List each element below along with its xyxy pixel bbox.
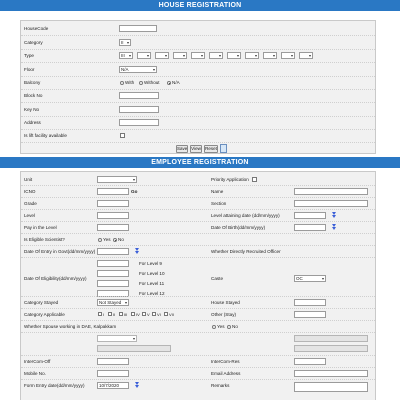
row-housecode (21, 24, 377, 34)
direct-recruit-label: Whether Directly Recruited Officer (211, 249, 281, 254)
unit-select[interactable] (97, 176, 137, 183)
row-category-applicable (21, 310, 377, 320)
pay-level-label: Pay in the Level (24, 225, 57, 230)
row-date-elig (21, 259, 377, 301)
date-elig-label: Date Of Eligibility(dd/mm/yyyy) (24, 276, 87, 281)
go-button[interactable]: Go (131, 189, 138, 194)
doe-govt-input[interactable] (97, 248, 129, 255)
type-select-7[interactable] (227, 52, 241, 59)
lift-checkbox[interactable] (120, 133, 125, 138)
type-select-8[interactable] (245, 52, 259, 59)
for-level-11-label: For Level 11 (139, 281, 165, 286)
doe-govt-label: Date Of Entry in Govt(dd/mm/yyyy) (24, 249, 96, 254)
spouse-yes-radio[interactable] (212, 325, 216, 329)
level-input[interactable] (97, 212, 129, 219)
level-label: Level (24, 213, 35, 218)
dob-label: Date Of Birth(dd/mm/yyyy) (211, 225, 266, 230)
row-balcony (21, 78, 377, 88)
row-block-no (21, 91, 377, 101)
elig-level-10-input[interactable] (97, 270, 129, 277)
balcony-without-label: Without (144, 80, 160, 85)
category-stayed-select[interactable]: Not Stayed (97, 299, 129, 306)
intercom-off-input[interactable] (97, 358, 129, 365)
elig-level-9-input[interactable] (97, 260, 129, 267)
for-level-9-label: For Level 9 (139, 261, 162, 266)
remarks-input[interactable] (294, 382, 368, 392)
intercom-res-input[interactable] (294, 358, 326, 365)
block-no-label: Block No (24, 93, 43, 98)
row-category (21, 38, 377, 48)
cat-v-checkbox[interactable] (142, 312, 146, 316)
priority-checkbox[interactable] (252, 177, 257, 182)
section-label: Section (211, 201, 227, 206)
cat-iv-label: IV (136, 312, 140, 317)
balcony-with-radio[interactable] (120, 81, 124, 85)
doe-govt-calendar-icon[interactable] (134, 248, 140, 254)
icno-label: ICNO (24, 189, 36, 194)
type-select-11[interactable] (299, 52, 313, 59)
intercom-res-label: InterCom-Res (211, 359, 240, 364)
grade-label: Grade (24, 201, 37, 206)
row-category-stayed (21, 298, 377, 308)
row-pay-level (21, 223, 377, 233)
spouse-no-label: No (232, 324, 238, 329)
caste-select[interactable]: OC (294, 275, 326, 282)
row-intercom (21, 357, 377, 367)
employee-registration-panel (20, 171, 376, 400)
email-input[interactable] (294, 370, 368, 377)
row-type (21, 51, 377, 61)
remarks-label: Remarks (211, 383, 230, 388)
cat-i-label: I (103, 312, 105, 317)
row-floor (21, 65, 377, 75)
type-select[interactable]: III (119, 52, 133, 59)
eligible-no-radio[interactable] (113, 238, 117, 242)
dob-input[interactable] (294, 224, 326, 231)
type-select-4[interactable] (173, 52, 187, 59)
email-label: Email Address (211, 371, 241, 376)
row-doe-govt (21, 247, 377, 257)
house-registration-banner: HOUSE REGISTRATION (0, 0, 400, 11)
cat-vi-label: VI (157, 312, 161, 317)
row-icno (21, 187, 377, 197)
cat-iv-checkbox[interactable] (131, 312, 135, 316)
mobile-label: Mobile No. (24, 371, 46, 376)
row-lift (21, 131, 377, 141)
lift-label: Is lift facility available (24, 133, 67, 138)
for-level-12-label: For Level 12 (139, 291, 165, 296)
view-button[interactable]: View (191, 146, 201, 151)
floor-label: Floor (24, 67, 35, 72)
eligible-yes-label: Yes (103, 237, 111, 242)
eligible-sci-label: Is Eligible Scientist? (24, 237, 65, 242)
unit-label: Unit (24, 177, 33, 182)
spouse-no-radio[interactable] (227, 325, 231, 329)
balcony-without-radio[interactable] (139, 81, 143, 85)
type-select-10[interactable] (281, 52, 295, 59)
reset-button[interactable]: Reset (205, 146, 217, 151)
level-attain-label: Level attaining date (dd/mm/yyyy) (211, 213, 280, 218)
type-label: Type (24, 53, 34, 58)
balcony-with-label: With (125, 80, 135, 85)
cat-i-checkbox[interactable] (98, 312, 105, 317)
cat-vi-checkbox[interactable] (152, 312, 156, 316)
cat-ii-label: II (113, 312, 116, 317)
row-level (21, 211, 377, 221)
housecode-label: HouseCode (24, 26, 49, 31)
row-key-no (21, 105, 377, 115)
spouse-yes-label: Yes (217, 324, 225, 329)
address-input[interactable] (119, 119, 159, 126)
eligible-no-label: No (118, 237, 124, 242)
category-select[interactable]: II (119, 39, 131, 46)
row-spouse-detail-2 (21, 344, 377, 354)
address-label: Address (24, 120, 41, 125)
cat-iii-label: III (124, 312, 128, 317)
key-no-input[interactable] (119, 106, 159, 113)
spouse-section-input[interactable] (294, 345, 368, 352)
for-level-10-label: For Level 10 (139, 271, 165, 276)
employee-registration-banner: EMPLOYEE REGISTRATION (0, 157, 400, 168)
floor-select[interactable]: N/A (119, 66, 157, 73)
dob-calendar-icon[interactable] (331, 224, 337, 230)
category-label: Category (24, 40, 43, 45)
icno-input[interactable] (97, 188, 129, 195)
name-label: Name (211, 189, 224, 194)
type-select-3[interactable] (155, 52, 169, 59)
priority-label: Priority Application (211, 177, 249, 182)
intercom-off-label: InterCom-Off (24, 359, 51, 364)
cat-vii-label: VII (169, 312, 174, 317)
house-registration-panel (20, 20, 376, 154)
row-eligible-sci (21, 235, 377, 245)
category-applicable-label: Category Applicable (24, 312, 65, 317)
balcony-na-label: N/A (172, 80, 180, 85)
type-select-9[interactable] (263, 52, 277, 59)
type-select-5[interactable] (191, 52, 205, 59)
form-entry-calendar-icon[interactable] (134, 382, 140, 388)
name-input[interactable] (294, 188, 368, 195)
row-spouse-detail-1 (21, 334, 377, 344)
cat-ii-checkbox[interactable] (108, 312, 112, 316)
eligible-yes-radio[interactable] (98, 238, 102, 242)
form-entry-label: Form Entry date(dd/mm/yyyy) (24, 383, 85, 388)
other-stay-input[interactable] (294, 311, 326, 318)
type-select-6[interactable] (209, 52, 223, 59)
save-button[interactable]: Save (177, 146, 188, 151)
grade-input[interactable] (97, 200, 129, 207)
cat-vii-checkbox[interactable] (164, 312, 168, 316)
row-address (21, 118, 377, 128)
spouse-unit-select[interactable] (97, 335, 137, 342)
block-no-input[interactable] (119, 92, 159, 99)
row-unit (21, 175, 377, 185)
level-attain-input[interactable] (294, 212, 326, 219)
balcony-label: Balcony (24, 80, 41, 85)
spouse-name-input[interactable] (294, 335, 368, 342)
type-select-2[interactable] (137, 52, 151, 59)
form-entry-input[interactable]: 10/7/2020 (97, 382, 129, 389)
key-no-label: Key No (24, 107, 40, 112)
row-mobile (21, 369, 377, 379)
cat-iii-checkbox[interactable] (119, 312, 123, 316)
spouse-icno-input[interactable] (97, 345, 171, 352)
house-stayed-input[interactable] (294, 299, 326, 306)
row-spouse (21, 322, 377, 332)
category-stayed-label: Category Stayed (24, 300, 59, 305)
mobile-input[interactable] (97, 370, 129, 377)
row-grade (21, 199, 377, 209)
housecode-input[interactable] (119, 25, 157, 32)
print-icon[interactable] (220, 144, 227, 153)
pay-level-input[interactable] (97, 224, 129, 231)
other-stay-label: Other (Stay) (211, 312, 237, 317)
elig-level-11-input[interactable] (97, 280, 129, 287)
section-input[interactable] (294, 200, 368, 207)
house-stayed-label: House Stayed (211, 300, 240, 305)
level-attain-calendar-icon[interactable] (331, 212, 337, 218)
caste-label: Caste (211, 276, 224, 281)
row-form-entry (21, 381, 377, 391)
cat-v-label: V (147, 312, 150, 317)
spouse-label: Whether Spouse working in DAE, Kalpakkam (24, 324, 117, 329)
balcony-na-radio[interactable] (167, 81, 171, 85)
